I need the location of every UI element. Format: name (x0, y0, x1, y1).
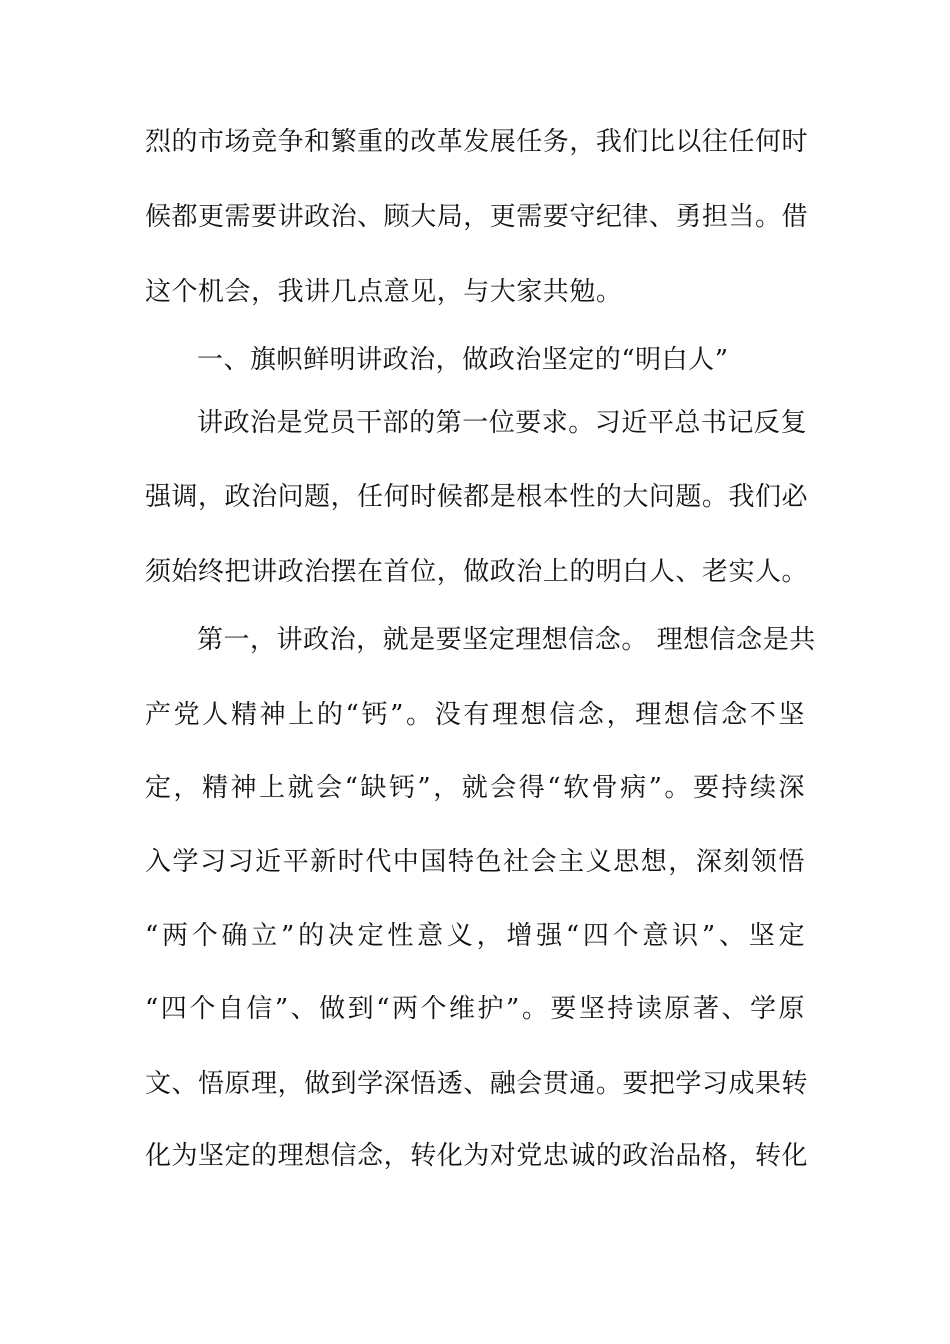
paragraph-line: 烈的市场竞争和繁重的改革发展任务，我们比以往任何时 (145, 127, 809, 157)
paragraph-line: 强调，政治问题，任何时候都是根本性的大问题。我们必 (145, 482, 809, 512)
paragraph-line: 这个机会，我讲几点意见，与大家共勉。 (145, 277, 623, 307)
paragraph-line: 须始终把讲政治摆在首位，做政治上的明白人、老实人。 (145, 557, 809, 587)
paragraph-line: 产党人精神上的“钙”。没有理想信念，理想信念不坚 (145, 700, 805, 730)
paragraph-line: 第一，讲政治，就是要坚定理想信念。 理想信念是共 (197, 625, 816, 655)
section-heading: 一、旗帜鲜明讲政治，做政治坚定的“明白人” (197, 345, 729, 375)
paragraph-line: “四个自信”、做到“两个维护”。要坚持读原著、学原 (145, 994, 805, 1024)
paragraph-line: 定，精神上就会“缺钙”，就会得“软骨病”。要持续深 (145, 773, 805, 803)
paragraph-line: 文、悟原理，做到学深悟透、融会贯通。要把学习成果转 (145, 1069, 809, 1099)
paragraph-line: 化为坚定的理想信念，转化为对党忠诚的政治品格，转化 (145, 1141, 809, 1171)
paragraph-line: 讲政治是党员干部的第一位要求。习近平总书记反复 (197, 408, 807, 438)
paragraph-line: 入学习习近平新时代中国特色社会主义思想，深刻领悟 (145, 847, 805, 877)
paragraph-line: 候都更需要讲政治、顾大局，更需要守纪律、勇担当。借 (145, 202, 809, 232)
paragraph-line: “两个确立”的决定性意义，增强“四个意识”、坚定 (145, 921, 805, 951)
